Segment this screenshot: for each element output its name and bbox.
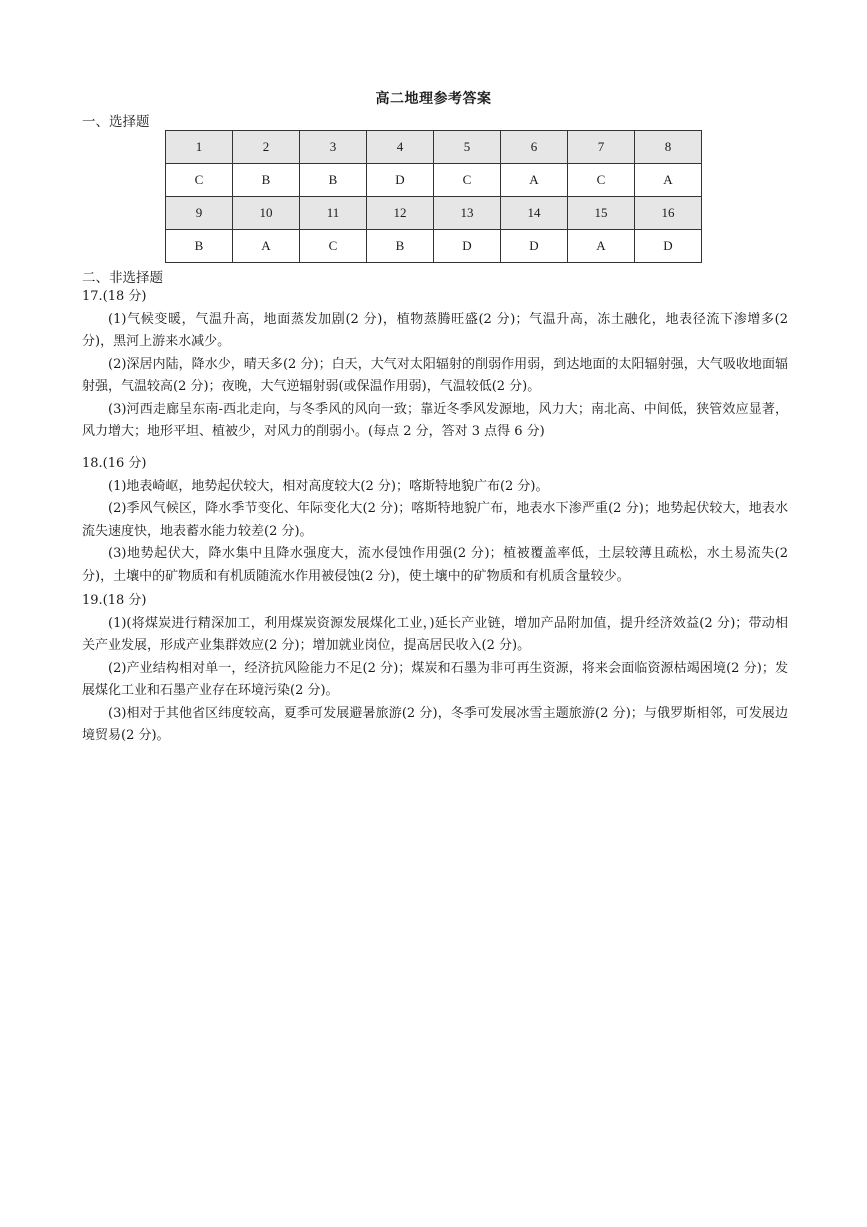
answer-cell: B xyxy=(166,230,233,263)
question-number-cell: 9 xyxy=(166,197,233,230)
section-heading-choice: 一、选择题 xyxy=(82,114,150,130)
answer-paragraph: (3)相对于其他省区纬度较高，夏季可发展避暑旅游(2 分)，冬季可发展冰雪主题旅游(2 分)；与俄罗斯相邻，可发展边境贸易(2 分)。 xyxy=(82,705,788,743)
answer-cell: C xyxy=(434,164,501,197)
question-number-cell: 16 xyxy=(635,197,702,230)
section-heading-non-choice: 二、非选择题 xyxy=(82,270,163,286)
answer-paragraph: (2)深居内陆，降水少，晴天多(2 分)；白天，大气对太阳辐射的削弱作用弱，到达地面的太阳辐射强，大气吸收地面辐射强，气温较高(2 分)；夜晚，大气逆辐射弱(或保温作用弱)，气温较低(2 分)。 xyxy=(82,356,788,394)
answer-paragraph: (2)产业结构相对单一，经济抗风险能力不足(2 分)；煤炭和石墨为非可再生资源，将来会面临资源枯竭困境(2 分)；发展煤化工业和石墨产业存在环境污染(2 分)。 xyxy=(82,660,788,698)
question-number-cell: 10 xyxy=(233,197,300,230)
question-19 xyxy=(82,590,788,748)
question-number-cell: 11 xyxy=(300,197,367,230)
question-number-cell: 3 xyxy=(300,131,367,164)
answer-cell: C xyxy=(166,164,233,197)
table-row xyxy=(166,164,702,197)
question-number-cell: 7 xyxy=(568,131,635,164)
answer-cell: B xyxy=(233,164,300,197)
answer-cell: A xyxy=(501,164,568,197)
table-row xyxy=(166,230,702,263)
answer-paragraph: (1)地表崎岖，地势起伏较大，相对高度较大(2 分)；喀斯特地貌广布(2 分)。 xyxy=(108,478,549,494)
question-17 xyxy=(82,286,788,444)
answer-paragraph: (2)季风气候区，降水季节变化、年际变化大(2 分)；喀斯特地貌广布，地表水下渗严重(2 分)；地势起伏较大，地表水流失速度快，地表蓄水能力较差(2 分)。 xyxy=(82,501,788,539)
answer-cell: B xyxy=(300,164,367,197)
question-number-cell: 6 xyxy=(501,131,568,164)
question-number-cell: 5 xyxy=(434,131,501,164)
question-18 xyxy=(82,453,788,588)
question-number-cell: 12 xyxy=(367,197,434,230)
answer-cell: A xyxy=(635,164,702,197)
question-number-cell: 15 xyxy=(568,197,635,230)
answer-cell: C xyxy=(568,164,635,197)
answer-paragraph: (3)地势起伏大，降水集中且降水强度大，流水侵蚀作用强(2 分)；植被覆盖率低，土层较薄且疏松，水土易流失(2 分)，土壤中的矿物质和有机质随流水作用被侵蚀(2 分)，使土壤中的矿物质和有机质含量较少。 xyxy=(82,546,788,584)
answer-cell: D xyxy=(434,230,501,263)
question-heading: 17.(18 分) xyxy=(82,289,147,304)
question-heading: 18.(16 分) xyxy=(82,456,147,471)
answer-cell: B xyxy=(367,230,434,263)
question-number-cell: 13 xyxy=(434,197,501,230)
answer-cell: C xyxy=(300,230,367,263)
answer-cell: D xyxy=(635,230,702,263)
question-number-cell: 8 xyxy=(635,131,702,164)
table-row xyxy=(166,197,702,230)
answer-cell: D xyxy=(367,164,434,197)
question-number-cell: 2 xyxy=(233,131,300,164)
answer-table xyxy=(165,130,702,263)
answer-paragraph: (1)气候变暖，气温升高，地面蒸发加剧(2 分)，植物蒸腾旺盛(2 分)；气温升高，冻土融化，地表径流下渗增多(2 分)，黑河上游来水减少。 xyxy=(82,311,788,349)
document-title: 高二地理参考答案 xyxy=(375,91,492,107)
question-number-cell: 4 xyxy=(367,131,434,164)
answer-cell: D xyxy=(501,230,568,263)
answer-cell: A xyxy=(233,230,300,263)
question-number-cell: 14 xyxy=(501,197,568,230)
answer-paragraph: (3)河西走廊呈东南-西北走向，与冬季风的风向一致；靠近冬季风发源地，风力大；南北高、中间低，狭管效应显著，风力增大；地形平坦、植被少，对风力的削弱小。(每点 2 分，答对 3 点得 6 分) xyxy=(82,401,788,439)
table-row xyxy=(166,131,702,164)
answer-paragraph: (1)(将煤炭进行精深加工，利用煤炭资源发展煤化工业，)延长产业链，增加产品附加值，提升经济效益(2 分)；带动相关产业发展，形成产业集群效应(2 分)；增加就业岗位，提高居民收入(2 分)。 xyxy=(82,615,788,653)
question-heading: 19.(18 分) xyxy=(82,593,147,608)
answer-cell: A xyxy=(568,230,635,263)
question-number-cell: 1 xyxy=(166,131,233,164)
